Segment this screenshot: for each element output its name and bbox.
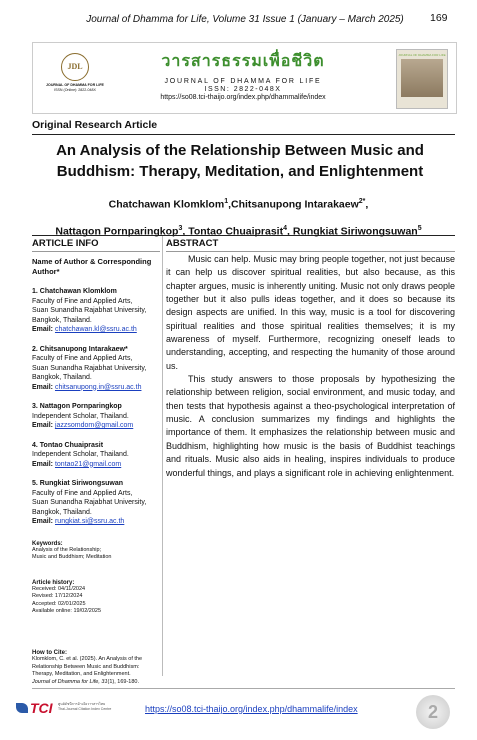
- author-4: , Tontao Chuaiprasit: [182, 225, 284, 237]
- author-line1-tail: ,: [365, 198, 369, 211]
- cite-label: How to Cite:: [32, 650, 67, 657]
- author-affiliation-line: Suan Sunandha Rajabhat University,: [32, 307, 147, 314]
- author-detail: [32, 479, 160, 527]
- cite-line4: [32, 679, 160, 687]
- email-label: Email:: [32, 460, 54, 468]
- journal-banner: [32, 42, 457, 114]
- author-detail-name: 4. Tontao Chuaiprasit: [32, 441, 104, 449]
- author-line1: [20, 190, 457, 217]
- history-label: Article history:: [32, 579, 75, 586]
- running-header: Journal of Dhamma for Life, Volume 31 Issue 1 (January – March 2025): [86, 14, 404, 25]
- author-4-sup: 4: [283, 224, 288, 232]
- author-email-row: [32, 517, 160, 527]
- issn: ISSN: 2822-048X: [204, 86, 282, 93]
- logo-line2: ISSN (Online): 2822-048X: [54, 88, 96, 92]
- history-accepted: Accepted: 02/01/2025: [32, 600, 86, 607]
- cover-illustration: [401, 59, 443, 97]
- abstract-paragraph-1: Music can help. Music may bring people together, not just because it can help us discover spiritual realities, but also because, as this chapter argues, music is inherently uniting. Music not only draws people together but it also pulls ideas together, and it does so because its design aspects are unified. In this way, music is a tool for discovering spiritual realities and those spiritual realities themselves; it is my awareness of myself. Furthermore, recognizing oneself leads to understanding, accepting, and respecting the humanity of those around us.: [166, 254, 455, 371]
- author-3: Nattagon Pornparingkop: [55, 225, 179, 237]
- email-label: Email:: [32, 518, 54, 525]
- cite-line3: Therapy, Meditation, and Enlightenment.: [32, 671, 131, 678]
- article-type-label: Original Research Article: [32, 119, 158, 131]
- journal-logo: [43, 53, 107, 107]
- email-label: Email:: [32, 422, 54, 429]
- author-affiliation-line: Bangkok, Thailand.: [32, 508, 92, 516]
- footer-rule: [32, 688, 455, 689]
- abstract-paragraph-2: This study answers to those proposals by hypothesizing the relationship between religion, social environment, and music today, and then tests that hypothesis against a theo-psychological interpretation of music. A conclusion summarizes my findings and highlights the importance of them. It emphasizes the relationship between music and Buddhism, highlighting how music is the basis of Buddhist teachings and rituals. Music also aids in healing, inspires individuals to produce wonderful things, and plays a significant role in achieving enlightenment.: [166, 374, 455, 478]
- author-affiliation-line: Faculty of Fine and Applied Arts,: [32, 297, 133, 305]
- author-detail-name: 1. Chatchawan Klomklom: [32, 288, 117, 295]
- author-detail-name: 3. Nattagon Pornparingkop: [32, 403, 122, 410]
- author-affiliation-line: Suan Sunandha Rajabhat University,: [32, 499, 147, 506]
- cite-line2: Relationship Between Music and Buddhism:: [32, 663, 140, 670]
- author-3-sup: 3: [178, 224, 183, 232]
- journal-name: JOURNAL OF DHAMMA FOR LIFE: [164, 78, 322, 85]
- author-email-row: [32, 383, 160, 393]
- author-detail: [32, 345, 160, 393]
- author-detail: [32, 441, 160, 470]
- cite-journal: Journal of Dhamma for Life, 31: [32, 678, 108, 685]
- article-title: [40, 140, 440, 182]
- thai-title: วารสารธรรมเพื่อชีวิต: [161, 51, 325, 70]
- author-email-row: [32, 460, 160, 470]
- column-divider: [162, 236, 163, 676]
- author-1-sup: 1: [224, 198, 229, 205]
- article-info-column: [32, 238, 160, 686]
- author-email-link[interactable]: rungkiat.si@ssru.ac.th: [54, 518, 125, 525]
- author-email-link[interactable]: chatchawan.kl@ssru.ac.th: [54, 326, 137, 333]
- tci-sub-thai: ศูนย์ดัชนีการอ้างอิงวารสารไทย: [58, 702, 106, 706]
- title-line2: Buddhism: Therapy, Meditation, and Enlightenment: [56, 163, 424, 180]
- author-affiliation-line: Independent Scholar, Thailand.: [32, 451, 129, 458]
- keywords-label: Keywords:: [32, 540, 63, 547]
- tci-logo: [16, 700, 126, 716]
- author-5: , Rungkiat Siriwongsuwan: [287, 225, 418, 237]
- tci-text: TCI: [30, 700, 53, 716]
- author-2: ,Chitsanupong Intarakaew: [228, 198, 359, 211]
- author-affiliation-line: Suan Sunandha Rajabhat University,: [32, 364, 147, 372]
- author-detail: [32, 402, 160, 431]
- author-email-link[interactable]: chitsanupong.in@ssru.ac.th: [54, 383, 142, 391]
- author-affiliation-line: Independent Scholar, Thailand.: [32, 412, 129, 420]
- jdl-logo-icon: JDL: [61, 53, 89, 81]
- info-top-rule: [32, 235, 455, 236]
- abstract-body: [166, 253, 455, 480]
- journal-cover-image: [396, 49, 448, 109]
- author-detail-name: 2. Chitsanupong Intarakaew*: [32, 345, 128, 353]
- tci-sub-en: Thai-Journal Citation Index Centre: [58, 706, 112, 711]
- article-info-heading: ARTICLE INFO: [32, 238, 99, 249]
- author-affiliation-line: Faculty of Fine and Applied Arts,: [32, 489, 133, 497]
- cite-line1: Klomklom, C. et al. (2025). An Analysis of the: [32, 656, 143, 663]
- author-email-row: [32, 421, 160, 431]
- email-label: Email:: [32, 326, 54, 333]
- author-email-link[interactable]: tontao21@gmail.com: [54, 460, 122, 468]
- author-email-link[interactable]: jazzsomdom@gmail.com: [54, 422, 134, 429]
- author-1: Chatchawan Klomklom: [108, 198, 225, 211]
- author-details-list: [32, 287, 160, 527]
- title-top-rule: [32, 134, 455, 135]
- logo-line1: JOURNAL OF DHAMMA FOR LIFE: [46, 83, 104, 87]
- page-number: 169: [430, 12, 448, 24]
- cite-tail: (1), 169-180.: [107, 678, 140, 685]
- cover-caption: JOURNAL OF DHAMMA FOR LIFE: [398, 53, 446, 57]
- keywords-line2: Music and Buddhism; Meditation: [32, 554, 112, 561]
- footer-url-link[interactable]: https://so08.tci-thaijo.org/index.php/dhammalife/index: [145, 704, 358, 714]
- email-label: Email:: [32, 383, 54, 391]
- author-2-sup: 2*: [358, 198, 366, 205]
- banner-center: [123, 49, 363, 101]
- tci-subtitle: [58, 702, 111, 711]
- abstract-column: [166, 238, 455, 480]
- history-available: Available online: 19/02/2025: [32, 608, 102, 615]
- author-affiliation-line: Faculty of Fine and Applied Arts,: [32, 355, 133, 362]
- author-5-sup: 5: [417, 224, 422, 232]
- author-detail-name: 5. Rungkiat Siriwongsuwan: [32, 480, 124, 487]
- author-section-label: Name of Author & Corresponding Author*: [32, 257, 152, 276]
- keywords-line1: Analysis of the Relationship;: [32, 546, 102, 553]
- history-received: Received: 04/11/2024: [32, 585, 86, 592]
- seal-icon: 2: [416, 695, 450, 729]
- history-revised: Revised: 17/12/2024: [32, 593, 83, 600]
- journal-url[interactable]: https://so08.tci-thaijo.org/index.php/dhammalife/index: [160, 94, 326, 101]
- author-affiliation-line: Bangkok, Thailand.: [32, 316, 92, 324]
- author-detail: [32, 287, 160, 335]
- abstract-heading: ABSTRACT: [166, 238, 219, 249]
- title-line1: An Analysis of the Relationship Between Music and: [56, 142, 424, 159]
- author-email-row: [32, 325, 160, 335]
- author-affiliation-line: Bangkok, Thailand.: [32, 374, 92, 381]
- tci-bird-icon: [16, 703, 28, 713]
